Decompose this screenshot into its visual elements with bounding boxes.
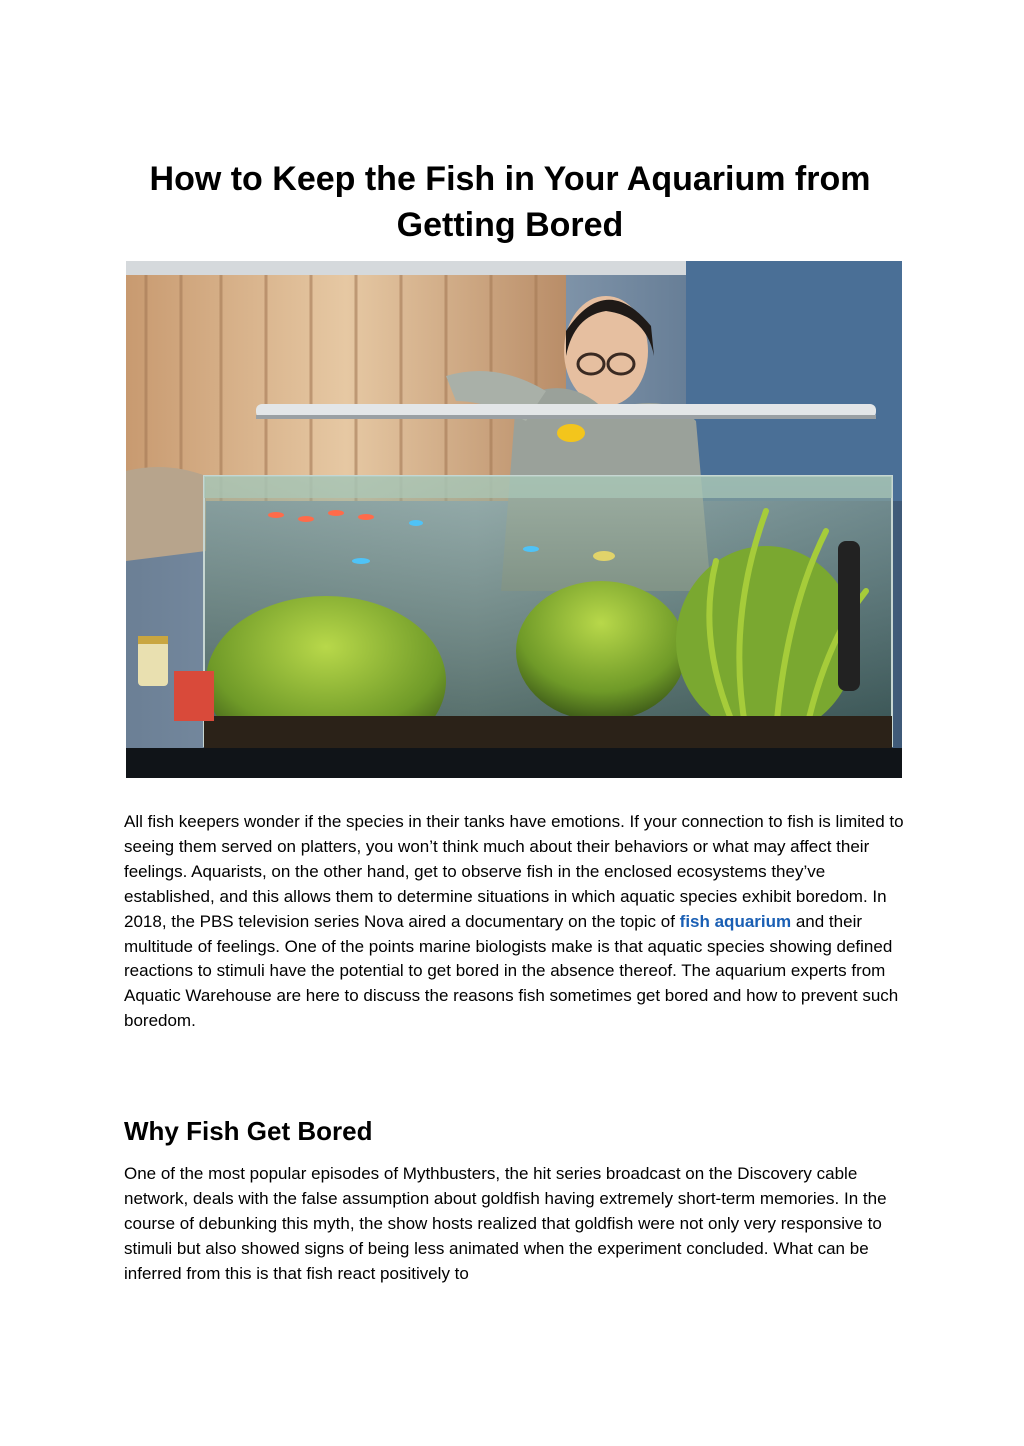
- intro-paragraph: [124, 810, 904, 1034]
- fish-aquarium-link[interactable]: fish aquarium: [679, 911, 792, 931]
- intro-text-end: and their multitude of feelings. One of the points marine biologists make is that aquatic species showing defined reactions to stimuli have the potential to get bored in the absence thereof. The aquarium experts from Aquatic Warehouse are here to discuss the reasons fish sometimes get bored and how to prevent such boredom.: [124, 911, 899, 1031]
- intro-text-start: All fish keepers wonder if the species in their tanks have emotions. If your connection to fish is limited to seeing them served on platters, you won’t think much about their behaviors or what may affect their feelings. Aquarists, on the other hand, get to observe fish in the enclosed ecosystems they’ve established, and this allows them to determine situations in which aquatic species exhibit boredom. In 2018, the PBS television series Nova aired a documentary on the topic of: [124, 812, 904, 931]
- aquarium-photo: [126, 261, 902, 778]
- section-paragraph: One of the most popular episodes of Mythbusters, the hit series broadcast on the Discovery cable network, deals with the false assumption about goldfish having extremely short-term memories. In the course of debunking this myth, the show hosts realized that goldfish were not only very responsive to stimuli but also showed signs of being less animated when the experiment concluded. What can be inferred from this is that fish react positively to: [124, 1164, 887, 1283]
- section-heading: Why Fish Get Bored: [124, 1116, 373, 1146]
- page-title: How to Keep the Fish in Your Aquarium from Getting Bored: [149, 160, 871, 244]
